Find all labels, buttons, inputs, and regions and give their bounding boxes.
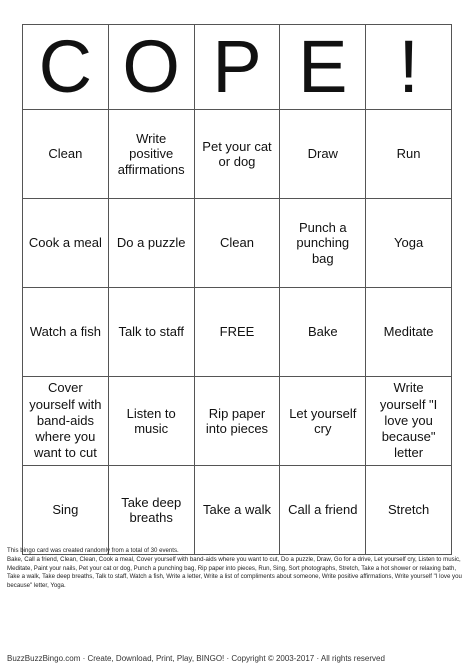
bingo-cell: Watch a fish	[23, 288, 109, 377]
bingo-row	[23, 199, 452, 288]
bingo-cell: Bake	[280, 288, 366, 377]
header-letter: E	[280, 25, 366, 110]
bingo-cell: Write yourself "I love you because" letter	[366, 377, 452, 466]
header-row	[23, 25, 452, 110]
footer-copyright: BuzzBuzzBingo.com · Create, Download, Print, Play, BINGO! · Copyright © 2003-2017 · All rights reserved	[7, 654, 385, 663]
bingo-cell: Talk to staff	[108, 288, 194, 377]
bingo-cell: Clean	[23, 110, 109, 199]
bingo-cell: Run	[366, 110, 452, 199]
bingo-cell: Cook a meal	[23, 199, 109, 288]
bingo-cell: Meditate	[366, 288, 452, 377]
bingo-cell: Stretch	[366, 466, 452, 555]
note-intro: This bingo card was created randomly from a total of 30 events.	[7, 547, 179, 554]
header-letter: C	[23, 25, 109, 110]
bingo-cell: Take deep breaths	[108, 466, 194, 555]
bingo-cell: Listen to music	[108, 377, 194, 466]
bingo-card	[22, 24, 452, 555]
bingo-cell: Take a walk	[194, 466, 280, 555]
bingo-cell: Clean	[194, 199, 280, 288]
event-list-note	[7, 547, 467, 591]
header-letter: O	[108, 25, 194, 110]
header-letter: !	[366, 25, 452, 110]
bingo-cell: Punch a punching bag	[280, 199, 366, 288]
note-events: Bake, Call a friend, Clean, Clean, Cook a meal, Cover yourself with band-aids where you want to cut, Do a puzzle, Draw, Go for a drive, Let yourself cry, Listen to music, Meditate, Paint your nails, Pet your cat or dog, Punch a punching bag, Rip paper into pieces, Run, Sing, Sort photographs, Stretch, Take a hot shower or relaxing bath, Take a walk, Take deep breaths, Talk to staff, Watch a fish, Write a letter, Write a list of compliments about someone, Write positive affirmations, Write yourself "I love you because" letter, Yoga.	[7, 555, 462, 590]
bingo-cell: Yoga	[366, 199, 452, 288]
bingo-row	[23, 288, 452, 377]
bingo-cell: Call a friend	[280, 466, 366, 555]
bingo-cell: Sing	[23, 466, 109, 555]
bingo-cell: Let yourself cry	[280, 377, 366, 466]
bingo-cell: Do a puzzle	[108, 199, 194, 288]
bingo-cell: Rip paper into pieces	[194, 377, 280, 466]
header-letter: P	[194, 25, 280, 110]
bingo-cell: Write positive affirmations	[108, 110, 194, 199]
bingo-cell: Pet your cat or dog	[194, 110, 280, 199]
bingo-row	[23, 466, 452, 555]
bingo-row	[23, 110, 452, 199]
bingo-cell: Draw	[280, 110, 366, 199]
bingo-row	[23, 377, 452, 466]
bingo-cell: Cover yourself with band-aids where you want to cut	[23, 377, 109, 466]
free-cell: FREE	[194, 288, 280, 377]
